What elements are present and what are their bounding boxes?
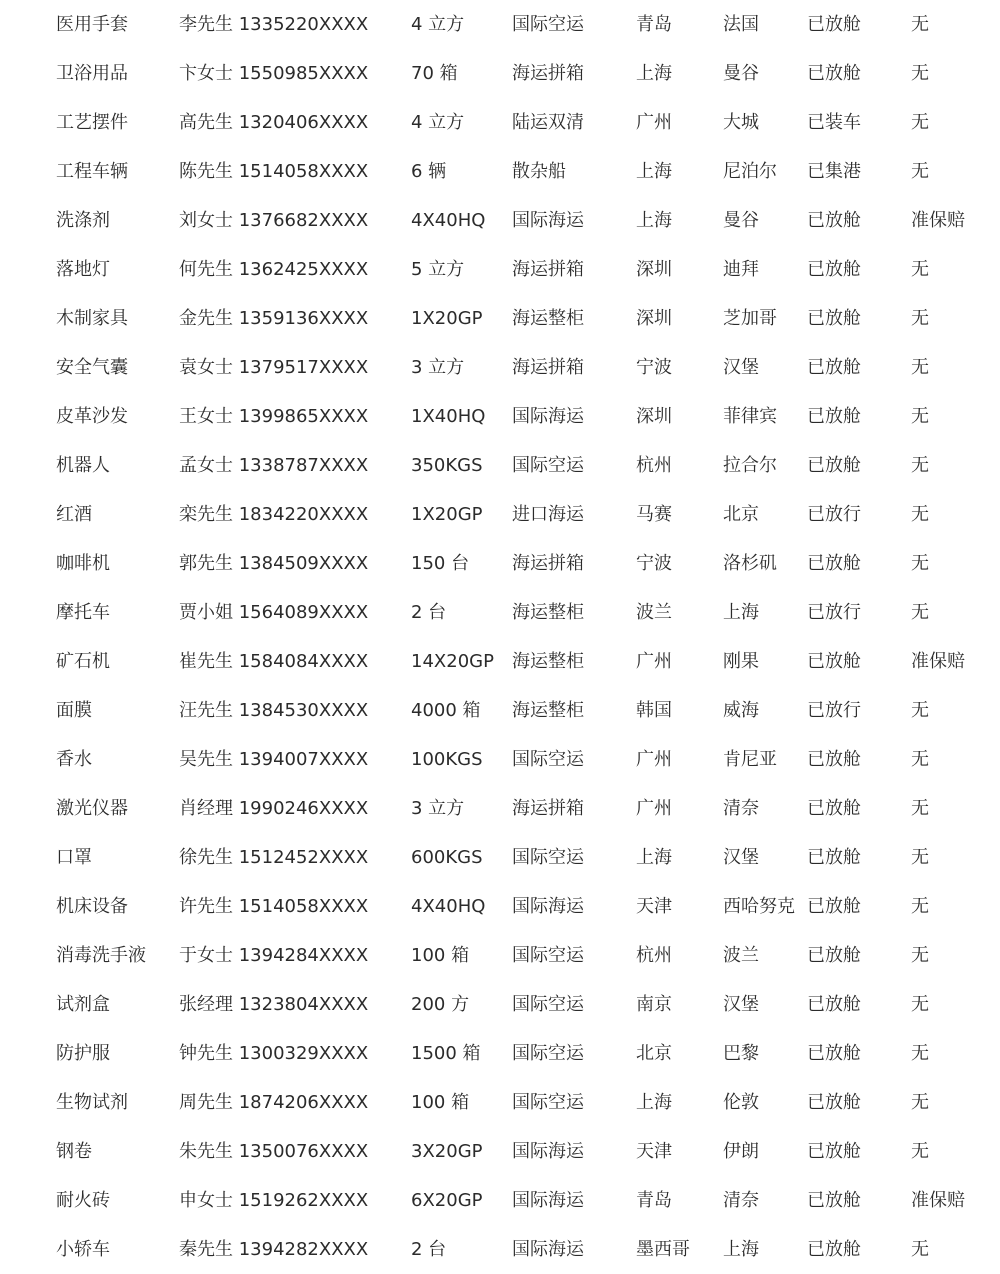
table-row bbox=[0, 882, 1000, 931]
cell-destination: 芝加哥 bbox=[723, 307, 777, 329]
cell-quantity: 4X40HQ bbox=[411, 209, 486, 231]
cell-status: 已放舱 bbox=[807, 846, 861, 868]
cell-status: 已装车 bbox=[807, 111, 861, 133]
cell-origin: 墨西哥 bbox=[636, 1238, 690, 1260]
cell-destination: 北京 bbox=[723, 503, 759, 525]
cell-destination: 刚果 bbox=[723, 650, 759, 672]
cell-contact: 卞女士 1550985XXXX bbox=[179, 62, 369, 84]
cell-mode: 海运拼箱 bbox=[512, 797, 584, 819]
cell-mode: 国际海运 bbox=[512, 209, 584, 231]
cell-status: 已放舱 bbox=[807, 13, 861, 35]
cell-status: 已放舱 bbox=[807, 1140, 861, 1162]
cell-quantity: 4000 箱 bbox=[411, 699, 481, 721]
cell-insurance: 无 bbox=[911, 503, 929, 525]
cell-goods: 生物试剂 bbox=[56, 1091, 128, 1113]
cell-destination: 曼谷 bbox=[723, 209, 759, 231]
table-row bbox=[0, 98, 1000, 147]
cell-mode: 国际海运 bbox=[512, 405, 584, 427]
table-row bbox=[0, 0, 1000, 49]
cell-insurance: 无 bbox=[911, 748, 929, 770]
cell-destination: 汉堡 bbox=[723, 356, 759, 378]
cell-destination: 上海 bbox=[723, 1238, 759, 1260]
cell-contact: 高先生 1320406XXXX bbox=[179, 111, 369, 133]
cell-mode: 国际空运 bbox=[512, 1042, 584, 1064]
table-row bbox=[0, 294, 1000, 343]
cell-origin: 南京 bbox=[636, 993, 672, 1015]
cell-insurance: 无 bbox=[911, 993, 929, 1015]
cell-mode: 进口海运 bbox=[512, 503, 584, 525]
cell-contact: 钟先生 1300329XXXX bbox=[179, 1042, 369, 1064]
cell-origin: 杭州 bbox=[636, 944, 672, 966]
cell-goods: 工艺摆件 bbox=[56, 111, 128, 133]
cell-mode: 海运拼箱 bbox=[512, 356, 584, 378]
cell-insurance: 准保赔 bbox=[911, 1189, 965, 1211]
cell-status: 已放舱 bbox=[807, 209, 861, 231]
cell-contact: 郭先生 1384509XXXX bbox=[179, 552, 369, 574]
cell-mode: 散杂船 bbox=[512, 160, 566, 182]
cell-destination: 拉合尔 bbox=[723, 454, 777, 476]
cell-origin: 深圳 bbox=[636, 307, 672, 329]
cell-quantity: 3 立方 bbox=[411, 356, 465, 378]
cell-origin: 深圳 bbox=[636, 258, 672, 280]
cell-quantity: 6 辆 bbox=[411, 160, 447, 182]
cell-destination: 伊朗 bbox=[723, 1140, 759, 1162]
cell-destination: 曼谷 bbox=[723, 62, 759, 84]
table-row bbox=[0, 1029, 1000, 1078]
cell-mode: 陆运双清 bbox=[512, 111, 584, 133]
table-row bbox=[0, 735, 1000, 784]
cell-destination: 肯尼亚 bbox=[723, 748, 777, 770]
cell-mode: 国际空运 bbox=[512, 454, 584, 476]
cell-quantity: 100 箱 bbox=[411, 944, 470, 966]
cell-insurance: 无 bbox=[911, 13, 929, 35]
cell-contact: 周先生 1874206XXXX bbox=[179, 1091, 369, 1113]
cell-goods: 面膜 bbox=[56, 699, 92, 721]
cell-insurance: 无 bbox=[911, 1091, 929, 1113]
cell-status: 已放舱 bbox=[807, 258, 861, 280]
cell-insurance: 无 bbox=[911, 552, 929, 574]
cell-status: 已放舱 bbox=[807, 797, 861, 819]
cell-contact: 孟女士 1338787XXXX bbox=[179, 454, 369, 476]
cell-quantity: 100 箱 bbox=[411, 1091, 470, 1113]
cell-destination: 清奈 bbox=[723, 1189, 759, 1211]
cell-goods: 木制家具 bbox=[56, 307, 128, 329]
cell-contact: 王女士 1399865XXXX bbox=[179, 405, 369, 427]
table-row bbox=[0, 833, 1000, 882]
cell-quantity: 4 立方 bbox=[411, 13, 465, 35]
cell-origin: 北京 bbox=[636, 1042, 672, 1064]
cell-mode: 海运整柜 bbox=[512, 650, 584, 672]
cell-contact: 许先生 1514058XXXX bbox=[179, 895, 369, 917]
cell-origin: 杭州 bbox=[636, 454, 672, 476]
cell-mode: 国际海运 bbox=[512, 1189, 584, 1211]
cell-quantity: 1X40HQ bbox=[411, 405, 486, 427]
table-row bbox=[0, 686, 1000, 735]
cell-contact: 朱先生 1350076XXXX bbox=[179, 1140, 369, 1162]
cell-mode: 海运整柜 bbox=[512, 699, 584, 721]
cell-mode: 国际空运 bbox=[512, 944, 584, 966]
cell-origin: 上海 bbox=[636, 160, 672, 182]
cell-status: 已放行 bbox=[807, 699, 861, 721]
cell-origin: 韩国 bbox=[636, 699, 672, 721]
cell-contact: 何先生 1362425XXXX bbox=[179, 258, 369, 280]
cell-contact: 贾小姐 1564089XXXX bbox=[179, 601, 369, 623]
table-row bbox=[0, 784, 1000, 833]
cell-contact: 吴先生 1394007XXXX bbox=[179, 748, 369, 770]
cell-insurance: 无 bbox=[911, 62, 929, 84]
cell-mode: 海运拼箱 bbox=[512, 62, 584, 84]
cell-goods: 落地灯 bbox=[56, 258, 110, 280]
cell-goods: 机床设备 bbox=[56, 895, 128, 917]
table-row bbox=[0, 441, 1000, 490]
cell-origin: 青岛 bbox=[636, 1189, 672, 1211]
cell-destination: 波兰 bbox=[723, 944, 759, 966]
table-row bbox=[0, 1127, 1000, 1176]
cell-destination: 洛杉矶 bbox=[723, 552, 777, 574]
table-row bbox=[0, 980, 1000, 1029]
cell-status: 已放行 bbox=[807, 503, 861, 525]
table-row bbox=[0, 931, 1000, 980]
cell-insurance: 无 bbox=[911, 454, 929, 476]
cell-quantity: 4 立方 bbox=[411, 111, 465, 133]
cell-contact: 栾先生 1834220XXXX bbox=[179, 503, 369, 525]
table-row bbox=[0, 245, 1000, 294]
cell-goods: 防护服 bbox=[56, 1042, 110, 1064]
cell-status: 已放舱 bbox=[807, 1238, 861, 1260]
cell-status: 已放舱 bbox=[807, 356, 861, 378]
table-row bbox=[0, 588, 1000, 637]
cell-contact: 刘女士 1376682XXXX bbox=[179, 209, 369, 231]
cell-quantity: 1X20GP bbox=[411, 307, 483, 329]
cell-mode: 海运拼箱 bbox=[512, 552, 584, 574]
cell-origin: 青岛 bbox=[636, 13, 672, 35]
table-row bbox=[0, 539, 1000, 588]
cell-contact: 汪先生 1384530XXXX bbox=[179, 699, 369, 721]
table-row bbox=[0, 392, 1000, 441]
cell-insurance: 准保赔 bbox=[911, 650, 965, 672]
cell-quantity: 600KGS bbox=[411, 846, 483, 868]
cell-destination: 上海 bbox=[723, 601, 759, 623]
cell-insurance: 无 bbox=[911, 356, 929, 378]
cell-insurance: 无 bbox=[911, 797, 929, 819]
cell-destination: 伦敦 bbox=[723, 1091, 759, 1113]
cell-insurance: 无 bbox=[911, 699, 929, 721]
cell-quantity: 3 立方 bbox=[411, 797, 465, 819]
cell-goods: 激光仪器 bbox=[56, 797, 128, 819]
cell-goods: 小轿车 bbox=[56, 1238, 110, 1260]
cell-origin: 上海 bbox=[636, 209, 672, 231]
cell-insurance: 无 bbox=[911, 1238, 929, 1260]
cell-origin: 马赛 bbox=[636, 503, 672, 525]
cell-origin: 广州 bbox=[636, 650, 672, 672]
cell-contact: 秦先生 1394282XXXX bbox=[179, 1238, 369, 1260]
cell-quantity: 4X40HQ bbox=[411, 895, 486, 917]
cell-quantity: 1500 箱 bbox=[411, 1042, 481, 1064]
cell-destination: 法国 bbox=[723, 13, 759, 35]
cell-quantity: 1X20GP bbox=[411, 503, 483, 525]
cell-quantity: 70 箱 bbox=[411, 62, 458, 84]
cell-destination: 巴黎 bbox=[723, 1042, 759, 1064]
cell-mode: 海运整柜 bbox=[512, 307, 584, 329]
cell-quantity: 2 台 bbox=[411, 601, 447, 623]
cell-goods: 安全气囊 bbox=[56, 356, 128, 378]
cell-insurance: 准保赔 bbox=[911, 209, 965, 231]
cell-destination: 大城 bbox=[723, 111, 759, 133]
cell-status: 已放行 bbox=[807, 601, 861, 623]
cell-mode: 海运拼箱 bbox=[512, 258, 584, 280]
cell-status: 已放舱 bbox=[807, 650, 861, 672]
cell-insurance: 无 bbox=[911, 944, 929, 966]
cell-destination: 汉堡 bbox=[723, 846, 759, 868]
cell-status: 已放舱 bbox=[807, 552, 861, 574]
cell-origin: 广州 bbox=[636, 111, 672, 133]
cell-destination: 清奈 bbox=[723, 797, 759, 819]
table-row bbox=[0, 1176, 1000, 1225]
cell-mode: 国际海运 bbox=[512, 1238, 584, 1260]
cell-goods: 卫浴用品 bbox=[56, 62, 128, 84]
cell-insurance: 无 bbox=[911, 258, 929, 280]
cell-status: 已放舱 bbox=[807, 1042, 861, 1064]
cell-status: 已放舱 bbox=[807, 895, 861, 917]
cell-quantity: 2 台 bbox=[411, 1238, 447, 1260]
cell-insurance: 无 bbox=[911, 601, 929, 623]
cell-contact: 申女士 1519262XXXX bbox=[179, 1189, 369, 1211]
table-row bbox=[0, 49, 1000, 98]
table-row bbox=[0, 637, 1000, 686]
cell-origin: 上海 bbox=[636, 1091, 672, 1113]
cell-mode: 国际海运 bbox=[512, 1140, 584, 1162]
cell-insurance: 无 bbox=[911, 160, 929, 182]
cell-mode: 国际海运 bbox=[512, 895, 584, 917]
cell-contact: 肖经理 1990246XXXX bbox=[179, 797, 369, 819]
cell-goods: 皮革沙发 bbox=[56, 405, 128, 427]
cell-contact: 徐先生 1512452XXXX bbox=[179, 846, 369, 868]
cell-quantity: 350KGS bbox=[411, 454, 483, 476]
cell-origin: 深圳 bbox=[636, 405, 672, 427]
cell-goods: 机器人 bbox=[56, 454, 110, 476]
cell-goods: 工程车辆 bbox=[56, 160, 128, 182]
cell-status: 已放舱 bbox=[807, 454, 861, 476]
cell-goods: 咖啡机 bbox=[56, 552, 110, 574]
cell-origin: 广州 bbox=[636, 797, 672, 819]
cell-destination: 汉堡 bbox=[723, 993, 759, 1015]
cell-destination: 威海 bbox=[723, 699, 759, 721]
cell-contact: 陈先生 1514058XXXX bbox=[179, 160, 369, 182]
cell-origin: 宁波 bbox=[636, 552, 672, 574]
table-row bbox=[0, 1078, 1000, 1127]
cell-quantity: 14X20GP bbox=[411, 650, 494, 672]
table-row bbox=[0, 1225, 1000, 1274]
cell-origin: 宁波 bbox=[636, 356, 672, 378]
cell-quantity: 100KGS bbox=[411, 748, 483, 770]
cell-origin: 上海 bbox=[636, 62, 672, 84]
cell-goods: 消毒洗手液 bbox=[56, 944, 146, 966]
cell-goods: 医用手套 bbox=[56, 13, 128, 35]
cell-quantity: 6X20GP bbox=[411, 1189, 483, 1211]
cell-destination: 菲律宾 bbox=[723, 405, 777, 427]
cell-insurance: 无 bbox=[911, 895, 929, 917]
cell-contact: 张经理 1323804XXXX bbox=[179, 993, 369, 1015]
cell-origin: 天津 bbox=[636, 895, 672, 917]
cell-mode: 国际空运 bbox=[512, 993, 584, 1015]
cell-insurance: 无 bbox=[911, 846, 929, 868]
cell-destination: 迪拜 bbox=[723, 258, 759, 280]
cell-insurance: 无 bbox=[911, 307, 929, 329]
table-row bbox=[0, 343, 1000, 392]
cell-goods: 耐火砖 bbox=[56, 1189, 110, 1211]
table-row bbox=[0, 196, 1000, 245]
cell-quantity: 150 台 bbox=[411, 552, 470, 574]
cell-insurance: 无 bbox=[911, 405, 929, 427]
cell-status: 已放舱 bbox=[807, 1189, 861, 1211]
cell-goods: 香水 bbox=[56, 748, 92, 770]
cell-mode: 国际空运 bbox=[512, 846, 584, 868]
cell-contact: 李先生 1335220XXXX bbox=[179, 13, 369, 35]
cell-mode: 国际空运 bbox=[512, 1091, 584, 1113]
cell-contact: 袁女士 1379517XXXX bbox=[179, 356, 369, 378]
cell-mode: 海运整柜 bbox=[512, 601, 584, 623]
table-row bbox=[0, 490, 1000, 539]
cell-quantity: 5 立方 bbox=[411, 258, 465, 280]
cell-insurance: 无 bbox=[911, 1042, 929, 1064]
cell-quantity: 200 方 bbox=[411, 993, 470, 1015]
cell-origin: 天津 bbox=[636, 1140, 672, 1162]
cell-origin: 广州 bbox=[636, 748, 672, 770]
cell-insurance: 无 bbox=[911, 1140, 929, 1162]
cell-destination: 西哈努克 bbox=[723, 895, 795, 917]
cell-origin: 上海 bbox=[636, 846, 672, 868]
cell-status: 已放舱 bbox=[807, 405, 861, 427]
cell-mode: 国际空运 bbox=[512, 13, 584, 35]
cell-status: 已放舱 bbox=[807, 993, 861, 1015]
cell-destination: 尼泊尔 bbox=[723, 160, 777, 182]
cell-goods: 红酒 bbox=[56, 503, 92, 525]
cell-contact: 崔先生 1584084XXXX bbox=[179, 650, 369, 672]
cell-status: 已放舱 bbox=[807, 62, 861, 84]
cell-origin: 波兰 bbox=[636, 601, 672, 623]
cell-status: 已放舱 bbox=[807, 748, 861, 770]
cell-status: 已放舱 bbox=[807, 307, 861, 329]
cell-status: 已集港 bbox=[807, 160, 861, 182]
cell-goods: 摩托车 bbox=[56, 601, 110, 623]
table-row bbox=[0, 147, 1000, 196]
cell-contact: 金先生 1359136XXXX bbox=[179, 307, 369, 329]
cell-status: 已放舱 bbox=[807, 1091, 861, 1113]
cell-goods: 洗涤剂 bbox=[56, 209, 110, 231]
cell-goods: 钢卷 bbox=[56, 1140, 92, 1162]
cell-status: 已放舱 bbox=[807, 944, 861, 966]
cell-goods: 矿石机 bbox=[56, 650, 110, 672]
cell-goods: 口罩 bbox=[56, 846, 92, 868]
cell-mode: 国际空运 bbox=[512, 748, 584, 770]
cell-insurance: 无 bbox=[911, 111, 929, 133]
cell-goods: 试剂盒 bbox=[56, 993, 110, 1015]
cell-quantity: 3X20GP bbox=[411, 1140, 483, 1162]
cell-contact: 于女士 1394284XXXX bbox=[179, 944, 369, 966]
